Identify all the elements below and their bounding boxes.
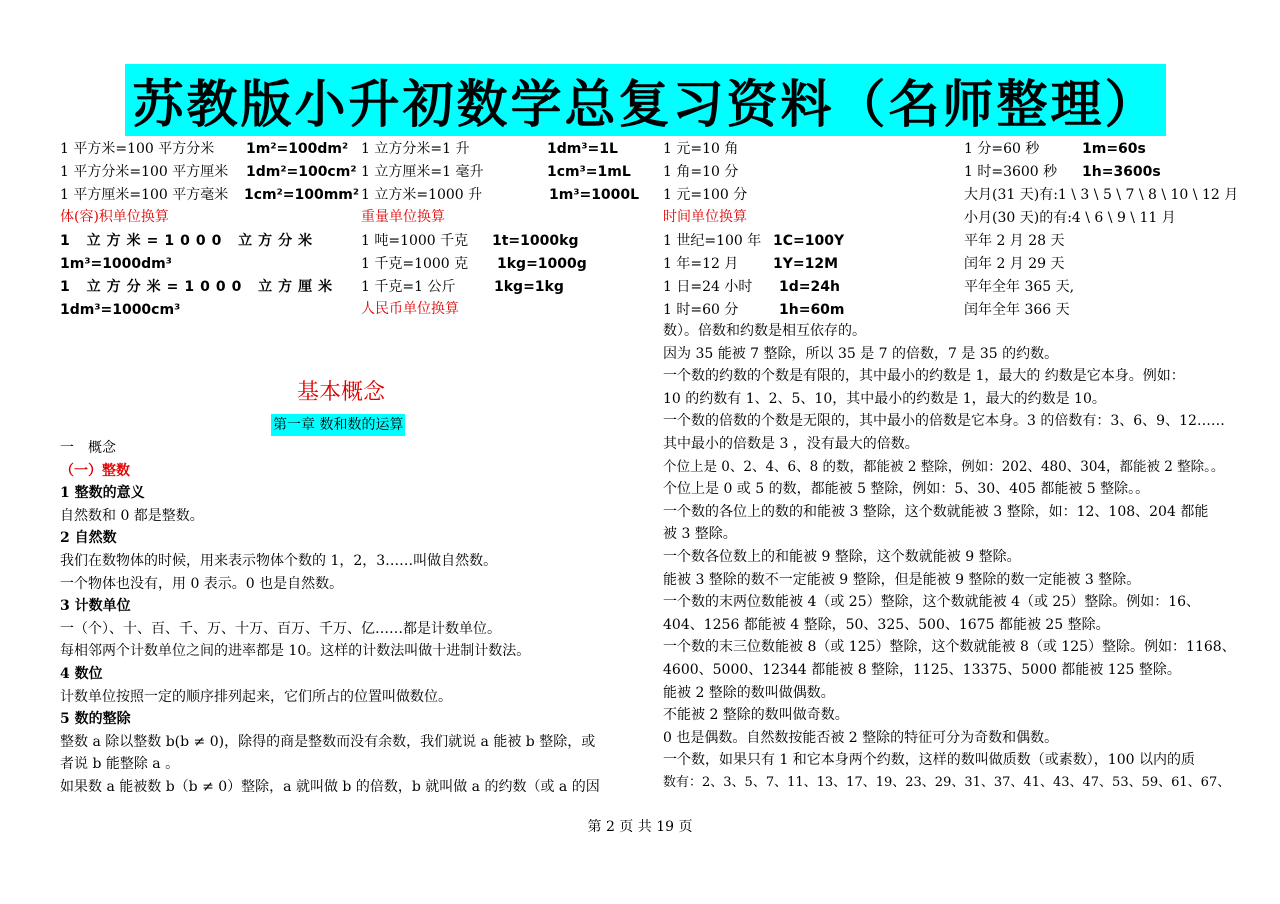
- topic-heading: 1 整数的意义: [60, 485, 145, 502]
- body-line: 不能被 2 整除的数叫做奇数。: [663, 707, 849, 724]
- body-line: 一个数的末三位数能被 8（或 125）整除，这个数就能被 8（或 125）整除。例如：1168、: [663, 639, 1236, 656]
- body-line: 10 的约数有 1、2、5、10，其中最小的约数是 1，最大的约数是 10。: [663, 390, 1106, 407]
- unit-weight-3-symbol: 1kg=1kg: [494, 279, 564, 295]
- body-line: 数）。倍数和约数是相互依存的。: [663, 323, 866, 339]
- unit-second-2-symbol: 1h=3600s: [1082, 164, 1161, 180]
- right-column: [663, 320, 1243, 794]
- body-line: 一个数各位数上的和能被 9 整除，这个数就能被 9 整除。: [663, 548, 1021, 565]
- feb-common-year: 平年 2 月 28 天: [964, 233, 1065, 249]
- body-line: 计数单位按照一定的顺序排列起来，它们所占的位置叫做数位。: [60, 688, 452, 705]
- volume-heading: 体(容)积单位换算: [60, 209, 169, 225]
- subsection-heading: （一）整数: [60, 462, 130, 479]
- body-line: 0 也是偶数。自然数按能否被 2 整除的特征可分为奇数和偶数。: [663, 729, 1059, 746]
- topic-heading: 4 数位: [60, 665, 103, 682]
- small-month: 小月(30 天)的有:4 \ 6 \ 9 \ 11 月: [964, 210, 1176, 226]
- unit-time-1: 1 世纪=100 年: [663, 233, 762, 249]
- chapter-subtitle: 第一章 数和数的运算: [271, 414, 405, 436]
- leap-year-days: 闰年全年 366 天: [964, 302, 1070, 318]
- body-line: 能被 3 整除的数不一定能被 9 整除，但是能被 9 整除的数一定能被 3 整除。: [663, 571, 1141, 588]
- unit-capacity-1: 1 立方分米=1 升: [361, 141, 470, 157]
- body-line: 被 3 整除。: [663, 526, 737, 543]
- unit-capacity-3-symbol: 1m³=1000L: [549, 187, 640, 203]
- topic-heading: 3 计数单位: [60, 598, 131, 615]
- unit-area-3: 1 平方厘米=100 平方毫米: [60, 187, 229, 203]
- unit-time-2: 1 年=12 月: [663, 256, 739, 272]
- body-line: 一个数的约数的个数是有限的，其中最小的约数是 1，最大的 约数是它本身。例如：: [663, 368, 1185, 385]
- body-line: 者说 b 能整除 a 。: [60, 756, 180, 773]
- unit-volume-a: 1 立方米=1000 立方分米: [60, 233, 319, 249]
- common-year-days: 平年全年 365 天,: [964, 279, 1075, 295]
- unit-time-3-symbol: 1d=24h: [779, 279, 840, 295]
- body-line: 一（个）、十、百、千、万、十万、百万、千万、亿……都是计数单位。: [60, 620, 501, 637]
- topic-heading: 2 自然数: [60, 530, 117, 547]
- body-line: 一个数的各位上的数的和能被 3 整除，这个数就能被 3 整除，如：12、108、204 都能: [663, 503, 1209, 520]
- unit-time-2-symbol: 1Y=12M: [773, 256, 839, 272]
- unit-time-4: 1 时=60 分: [663, 302, 739, 318]
- unit-area-2-symbol: 1dm²=100cm²: [246, 164, 357, 180]
- unit-capacity-2: 1 立方厘米=1 毫升: [361, 164, 484, 180]
- unit-area-1: 1 平方米=100 平方分米: [60, 141, 215, 157]
- unit-money-3: 1 元=100 分: [663, 187, 748, 203]
- body-line: 一个数的末两位数能被 4（或 25）整除，这个数就能被 4（或 25）整除。例如：16、: [663, 594, 1201, 611]
- title-banner: [125, 64, 1166, 136]
- body-line: 整数 a 除以整数 b(b ≠ 0)，除得的商是整数而没有余数，我们就说 a 能被 b 整除，或: [60, 733, 596, 750]
- unit-capacity-3: 1 立方米=1000 升: [361, 187, 483, 203]
- body-line: 个位上是 0 或 5 的数，都能被 5 整除，例如：5、30、405 都能被 5 整除。。: [663, 481, 1150, 498]
- body-line: 404、1256 都能被 4 整除，50、325、500、1675 都能被 25 整除。: [663, 616, 1110, 633]
- unit-weight-1-symbol: 1t=1000kg: [492, 233, 579, 249]
- document-title: 苏教版小升初数学总复习资料（名师整理）: [132, 76, 1159, 135]
- unit-area-3-symbol: 1cm²=100mm²: [244, 187, 360, 203]
- unit-capacity-1-symbol: 1dm³=1L: [547, 141, 618, 157]
- rmb-heading: 人民币单位换算: [361, 301, 459, 317]
- unit-weight-3: 1 千克=1 公斤: [361, 279, 456, 295]
- topic-heading: 5 数的整除: [60, 711, 131, 728]
- unit-money-1: 1 元=10 角: [663, 141, 739, 157]
- body-line: 一个物体也没有，用 0 表示。0 也是自然数。: [60, 575, 344, 592]
- body-line: 我们在数物体的时候，用来表示物体个数的 1，2，3……叫做自然数。: [60, 552, 498, 569]
- unit-weight-1: 1 吨=1000 千克: [361, 233, 469, 249]
- body-line: 一个数的倍数的个数是无限的，其中最小的倍数是它本身。3 的倍数有：3、6、9、12……: [663, 413, 1225, 430]
- body-line: 其中最小的倍数是 3 ，没有最大的倍数。: [663, 435, 919, 452]
- unit-second-1: 1 分=60 秒: [964, 141, 1040, 157]
- page-footer: 第 2 页 共 19 页: [587, 819, 693, 835]
- unit-capacity-2-symbol: 1cm³=1mL: [547, 164, 631, 180]
- body-line: 自然数和 0 都是整数。: [60, 507, 204, 524]
- unit-volume-b: 1 立方分米=1000 立方厘米: [60, 279, 339, 295]
- left-column: [60, 437, 640, 799]
- unit-area-2: 1 平方分米=100 平方厘米: [60, 164, 229, 180]
- weight-heading: 重量单位换算: [361, 209, 445, 225]
- body-line: 数有：2、3、5、7、11、13、17、19、23、29、31、37、41、43、47、53、59、61、67、: [663, 774, 1231, 790]
- unit-second-2: 1 时=3600 秒: [964, 164, 1058, 180]
- unit-time-1-symbol: 1C=100Y: [773, 233, 845, 249]
- section-heading: 一 概念: [60, 440, 116, 456]
- unit-second-1-symbol: 1m=60s: [1082, 141, 1146, 157]
- body-line: 如果数 a 能被数 b（b ≠ 0）整除，a 就叫做 b 的倍数，b 就叫做 a 的约数（或 a 的因: [60, 778, 600, 795]
- body-line: 每相邻两个计数单位之间的进率都是 10。这样的计数法叫做十进制计数法。: [60, 643, 531, 660]
- unit-time-3: 1 日=24 小时: [663, 279, 753, 295]
- body-line: 个位上是 0、2、4、6、8 的数，都能被 2 整除，例如：202、480、304，都能被 2 整除。。: [663, 458, 1225, 475]
- body-line: 因为 35 能被 7 整除，所以 35 是 7 的倍数，7 是 35 的约数。: [663, 345, 1059, 362]
- time-heading: 时间单位换算: [663, 209, 747, 225]
- body-line: 4600、5000、12344 都能被 8 整除，1125、13375、5000 都能被 125 整除。: [663, 661, 1181, 678]
- unit-money-2: 1 角=10 分: [663, 164, 739, 180]
- body-line: 一个数，如果只有 1 和它本身两个约数，这样的数叫做质数（或素数），100 以内的质: [663, 752, 1195, 769]
- big-month: 大月(31 天)有:1 \ 3 \ 5 \ 7 \ 8 \ 10 \ 12 月: [964, 187, 1239, 203]
- unit-weight-2: 1 千克=1000 克: [361, 256, 469, 272]
- unit-volume-a-symbol: 1m³=1000dm³: [60, 256, 172, 272]
- feb-leap-year: 闰年 2 月 29 天: [964, 256, 1065, 272]
- unit-time-4-symbol: 1h=60m: [779, 302, 845, 318]
- unit-volume-b-symbol: 1dm³=1000cm³: [60, 302, 181, 318]
- body-line: 能被 2 整除的数叫做偶数。: [663, 684, 835, 701]
- unit-area-1-symbol: 1m²=100dm²: [246, 141, 349, 157]
- chapter-title: 基本概念: [297, 380, 386, 405]
- unit-weight-2-symbol: 1kg=1000g: [497, 256, 587, 272]
